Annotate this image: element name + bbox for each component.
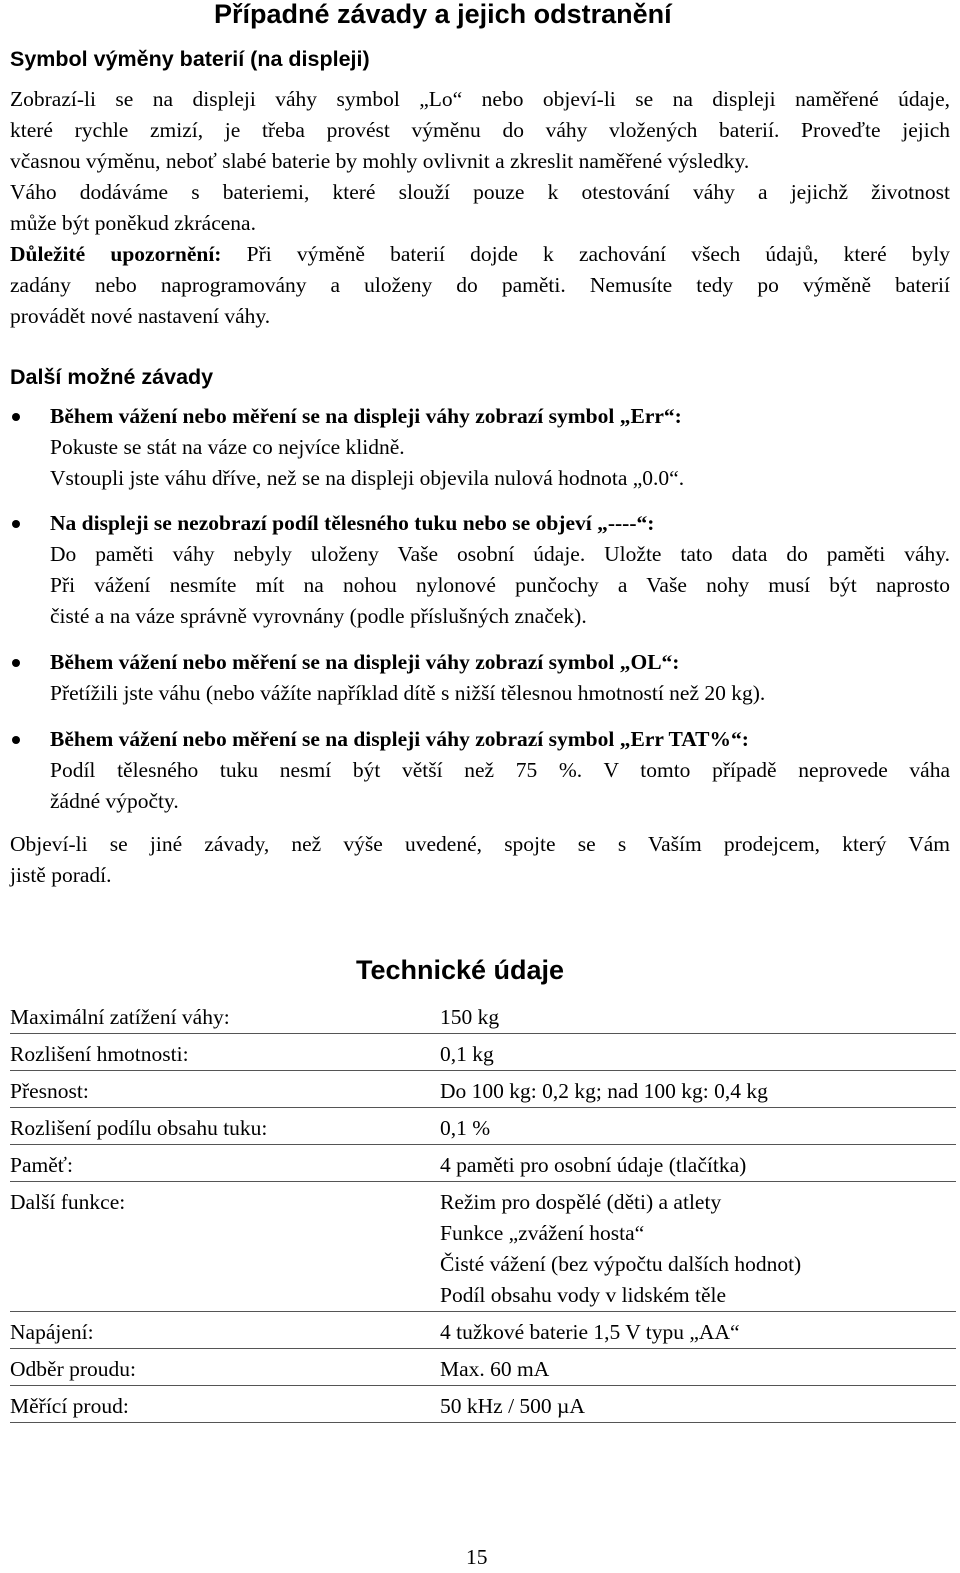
battery-section-heading: Symbol výměny baterií (na displeji) — [10, 47, 370, 71]
spec-label: Další funkce: — [10, 1190, 126, 1214]
spec-row — [10, 1391, 956, 1423]
spec-row — [10, 1317, 956, 1349]
fault-line: Při vážení nesmíte mít na nohou nylonové punčochy a Vaše nohy musí být naprosto — [50, 573, 950, 597]
spec-label: Rozlišení podílu obsahu tuku: — [10, 1116, 268, 1140]
spec-value: Režim pro dospělé (děti) a atlety — [440, 1190, 722, 1214]
spec-row — [10, 1150, 956, 1182]
fault-line: Pokuste se stát na váze co nejvíce klidně. — [50, 435, 405, 459]
fault-title: Na displeji se nezobrazí podíl tělesného tuku nebo se objeví „----“: — [50, 511, 655, 535]
spec-row — [10, 1187, 956, 1312]
bullet-dot-icon — [12, 413, 20, 421]
spec-label: Maximální zatížení váhy: — [10, 1005, 230, 1029]
spec-label: Rozlišení hmotnosti: — [10, 1042, 189, 1066]
spec-value: Podíl obsahu vody v lidském těle — [440, 1283, 727, 1307]
spec-value: Do 100 kg: 0,2 kg; nad 100 kg: 0,4 kg — [440, 1079, 768, 1103]
battery-paragraph — [10, 84, 950, 239]
closing-paragraph — [10, 829, 950, 891]
spec-value: 4 paměti pro osobní údaje (tlačítka) — [440, 1153, 747, 1177]
important-note-line: zadány nebo naprogramovány a uloženy do paměti. Nemusíte tedy po výměně baterií — [10, 273, 950, 297]
battery-line: které rychle zmizí, je třeba provést výměnu do váhy vložených baterií. Proveďte jejich — [10, 118, 950, 142]
spec-value: Funkce „zvážení hosta“ — [440, 1221, 645, 1245]
spec-value: 50 kHz / 500 µA — [440, 1394, 585, 1418]
fault-line: Vstoupli jste váhu dříve, než se na displeji objevila nulová hodnota „0.0“. — [50, 466, 685, 490]
fault-line: Přetížili jste váhu (nebo vážíte například dítě s nižší tělesnou hmotností než 20 kg). — [50, 681, 766, 705]
bullet-dot-icon — [12, 736, 20, 744]
fault-title: Během vážení nebo měření se na displeji váhy zobrazí symbol „OL“: — [50, 650, 680, 674]
spec-label: Měřící proud: — [10, 1394, 129, 1418]
fault-line: Do paměti váhy nebyly uloženy Vaše osobní údaje. Uložte tato data do paměti váhy. — [50, 542, 950, 566]
spec-value: 0,1 kg — [440, 1042, 494, 1066]
spec-value: 150 kg — [440, 1005, 500, 1029]
fault-title: Během vážení nebo měření se na displeji váhy zobrazí symbol „Err“: — [50, 404, 682, 428]
spec-label: Přesnost: — [10, 1079, 89, 1103]
battery-line: včasnou výměnu, neboť slabé baterie by mohly ovlivnit a zkreslit naměřené výsledky. — [10, 149, 750, 173]
battery-line: Zobrazí-li se na displeji váhy symbol „Lo“ nebo objeví-li se na displeji naměřené údaje, — [10, 87, 950, 111]
spec-value: Max. 60 mA — [440, 1357, 550, 1381]
spec-label: Napájení: — [10, 1320, 94, 1344]
page-number: 15 — [466, 1545, 488, 1569]
spec-value: 0,1 % — [440, 1116, 491, 1140]
spec-row — [10, 1039, 956, 1071]
spec-value: Čisté vážení (bez výpočtu dalších hodnot) — [440, 1252, 802, 1276]
technical-data-heading: Technické údaje — [356, 955, 565, 985]
fault-line: Podíl tělesného tuku nesmí být větší než 75 %. V tomto případě neprovede váha — [50, 758, 950, 782]
spec-label: Odběr proudu: — [10, 1357, 136, 1381]
fault-title: Během vážení nebo měření se na displeji váhy zobrazí symbol „Err TAT%“: — [50, 727, 749, 751]
spec-row — [10, 1076, 956, 1108]
battery-line: může být poněkud zkrácena. — [10, 211, 256, 235]
spec-row — [10, 1113, 956, 1145]
bullet-dot-icon — [12, 520, 20, 528]
fault-line: čisté a na váze správně vyrovnány (podle příslušných značek). — [50, 604, 587, 628]
spec-value: 4 tužkové baterie 1,5 V typu „AA“ — [440, 1320, 740, 1344]
important-note-line: provádět nové nastavení váhy. — [10, 304, 271, 328]
spec-value-list — [440, 1187, 801, 1311]
other-faults-heading: Další možné závady — [10, 365, 214, 389]
battery-line: Váho dodáváme s bateriemi, které slouží pouze k otestování váhy a jejichž životnost — [10, 180, 950, 204]
page-title: Případné závady a jejich odstranění — [214, 0, 672, 29]
important-note-label: Důležité upozornění: — [10, 242, 222, 266]
spec-label: Paměť: — [10, 1153, 73, 1177]
bullet-dot-icon — [12, 659, 20, 667]
closing-line: Objeví-li se jiné závady, než výše uvedené, spojte se s Vaším prodejcem, který Vám — [10, 832, 950, 856]
important-note-text: Při výměně baterií dojde k zachování všech údajů, které byly — [221, 242, 950, 266]
important-note-first-line — [10, 239, 950, 270]
fault-line: žádné výpočty. — [50, 789, 179, 813]
spec-row — [10, 1002, 956, 1034]
spec-row — [10, 1354, 956, 1386]
important-note — [10, 239, 950, 332]
closing-line: jistě poradí. — [10, 863, 112, 887]
